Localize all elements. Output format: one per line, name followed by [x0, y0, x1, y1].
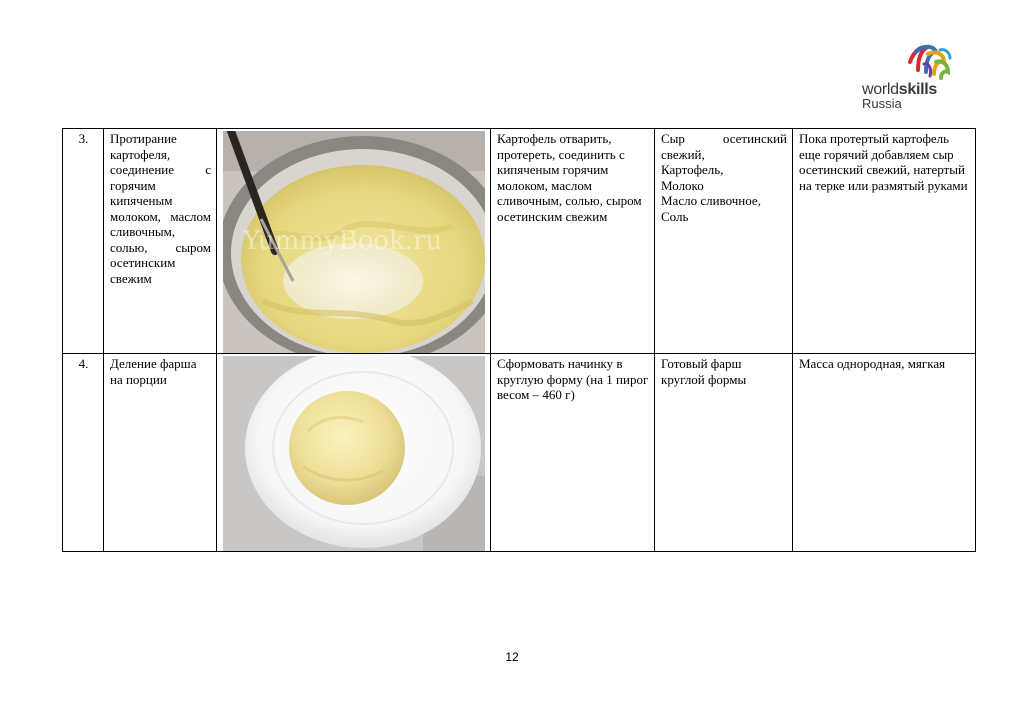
ingredients-cell: Готовый фарш круглой формы	[655, 354, 793, 552]
step-number: 4.	[63, 354, 104, 552]
photo-watermark: YummyBook.ru	[243, 226, 443, 256]
table-row	[63, 129, 976, 354]
photo-cell	[217, 354, 491, 552]
operation-cell: Деление фарша на порции	[104, 354, 217, 552]
requirements-cell: Масса однородная, мягкая	[793, 354, 976, 552]
table-row	[63, 354, 976, 552]
worldskills-swirl-icon	[906, 44, 952, 84]
logo-text-worldskills: worldskills	[862, 81, 937, 98]
worldskills-logo	[860, 44, 956, 114]
filling-on-plate-image	[223, 356, 485, 551]
action-cell: Картофель отварить, протереть, соединить с кипяченым горячим молоком, маслом сливочным, солью, сыром осетинским свежим	[491, 129, 655, 354]
step-number: 3.	[63, 129, 104, 354]
action-cell: Сформовать начинку в круглую форму (на 1 пирог весом – 460 г)	[491, 354, 655, 552]
mashed-potato-pot-image	[223, 131, 485, 353]
filling-on-plate-photo	[223, 356, 485, 551]
mashed-potato-pot-photo	[223, 131, 485, 353]
recipe-steps-table	[62, 128, 976, 552]
ingredients-cell: Сыр осетинский свежий, Картофель, Молоко Масло сливочное, Соль	[655, 129, 793, 354]
page-number: 12	[505, 650, 519, 664]
requirements-cell: Пока протертый картофель еще горячий добавляем сыр осетинский свежий, натертый на терке или размятый руками	[793, 129, 976, 354]
photo-cell	[217, 129, 491, 354]
operation-cell: Протирание картофеля, соединение с горячим кипяченым молоком, маслом сливочным, солью, сыром осетинским свежим	[104, 129, 217, 354]
logo-text-russia: Russia	[862, 96, 902, 111]
